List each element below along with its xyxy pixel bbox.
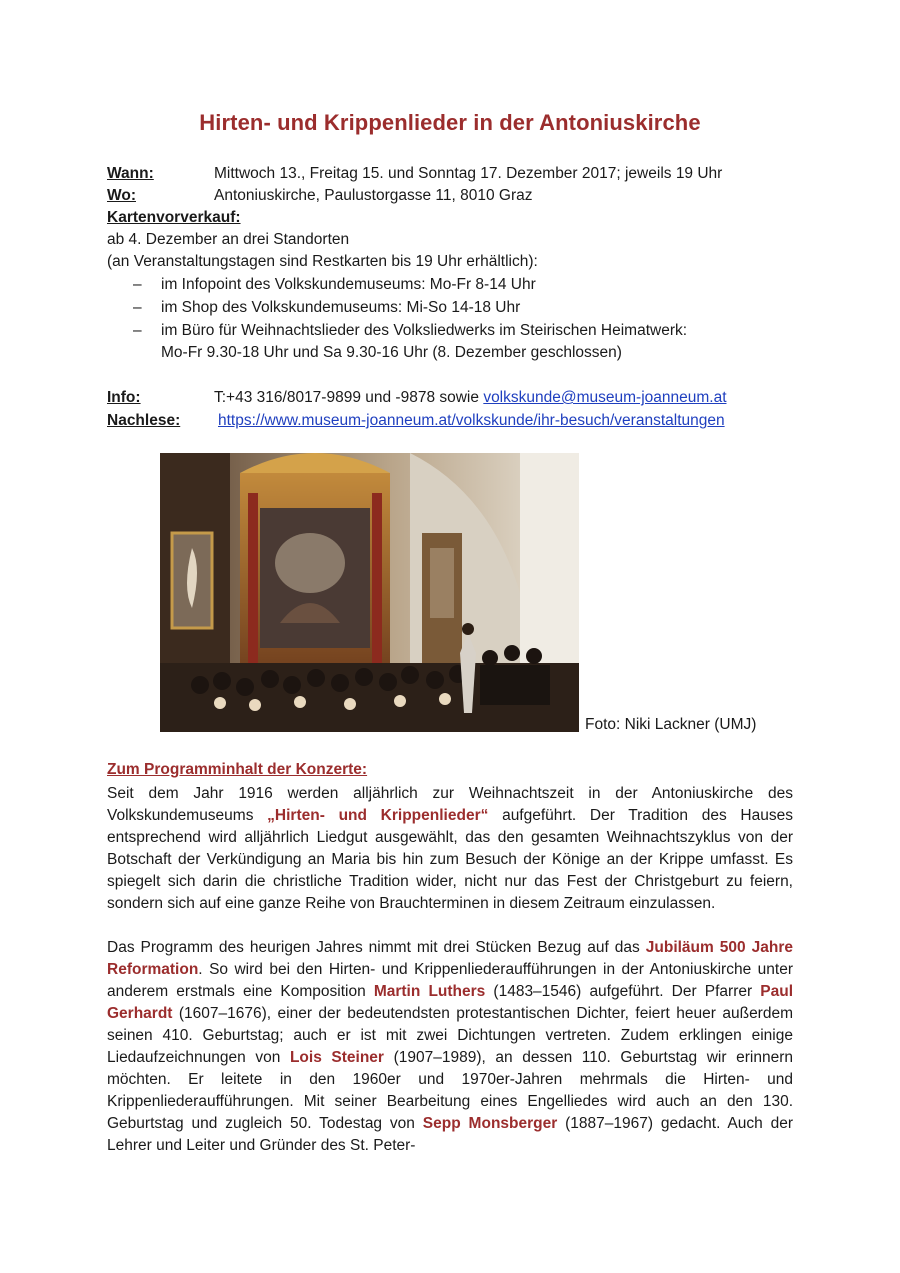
wo-row: [107, 185, 533, 207]
nachlese-row: [107, 410, 725, 432]
karten-line-1: ab 4. Dezember an drei Standorten: [107, 231, 350, 248]
wann-row: [107, 163, 723, 185]
info-value: [214, 387, 727, 409]
church-concert-photo: [160, 453, 579, 732]
para2-text-d: (1607–1676), einer der bedeutendsten protestantischen Dichter, feiert heuer außerdem seinen 410. Geburtstag; auch er ist mit zwei Dichtungen vertreten. Zudem erklingen einige Liedaufzeichnungen von: [107, 1005, 793, 1066]
highlight-jubilaeum: Jubiläum 500 Jahre Reformation: [107, 939, 793, 978]
wann-value: Mittwoch 13., Freitag 15. und Sonntag 17. Dezember 2017; jeweils 19 Uhr: [214, 165, 723, 182]
wo-label: Wo:: [107, 187, 136, 204]
wo-value: Antoniuskirche, Paulustorgasse 11, 8010 Graz: [214, 187, 533, 204]
para2-text-b: . So wird bei den Hirten- und Krippenliederaufführungen in der Antoniuskirche unter anderem erstmals eine Komposition: [107, 961, 793, 1000]
paragraph-2: [107, 937, 793, 1157]
email-link[interactable]: volkskunde@museum-joanneum.at: [483, 389, 727, 406]
bullet-text: Mo-Fr 9.30-18 Uhr und Sa 9.30-16 Uhr (8. Dezember geschlossen): [161, 344, 622, 361]
para2-text-f: (1887–1967) gedacht. Auch der Lehrer und Leiter und Gründer des St. Peter-: [107, 1115, 793, 1154]
photo-credit: Foto: Niki Lackner (UMJ): [585, 716, 757, 733]
bullet-dash: –: [133, 299, 142, 316]
highlight-monsberger: Sepp Monsberger: [422, 1115, 558, 1132]
highlight-title: „Hirten- und Krippenlieder“: [267, 807, 489, 824]
info-row: [107, 387, 727, 409]
info-phone: T:+43 316/8017-9899 und -9878 sowie: [214, 389, 484, 406]
photo-illustration: [160, 453, 579, 732]
para2-text-a: Das Programm des heurigen Jahres nimmt mit drei Stücken Bezug auf das: [107, 939, 646, 956]
page-title: Hirten- und Krippenlieder in der Antoniuskirche: [199, 110, 701, 135]
bullet-text: im Shop des Volkskundemuseums: Mi-So 14-18 Uhr: [161, 299, 521, 316]
bullet-dash: –: [133, 276, 142, 293]
karten-line-2: (an Veranstaltungstagen sind Restkarten bis 19 Uhr erhältlich):: [107, 253, 538, 270]
bullet-dash: –: [133, 322, 142, 339]
para1-text-a: Seit dem Jahr 1916 werden alljährlich zur Weihnachtszeit in der Antoniuskirche des Volkskundemuseums: [107, 785, 793, 824]
bullet-text: im Büro für Weihnachtslieder des Volksliedwerks im Steirischen Heimatwerk:: [161, 322, 688, 339]
highlight-gerhardt: Paul Gerhardt: [107, 983, 793, 1022]
highlight-luther: Martin Luthers: [373, 983, 486, 1000]
bullet-text: im Infopoint des Volkskundemuseums: Mo-Fr 8-14 Uhr: [161, 276, 536, 293]
para2-text-e: (1907–1989), an dessen 110. Geburtstag wir erinnern möchten. Er leitete in den 1960er und 1970er-Jahren mehrmals die Hirten- und Krippenliederaufführungen. Mit seiner Bearbeitung eines Engelliedes wird auch an den 130. Geburtstag und zugleich 50. Todestag von: [107, 1049, 793, 1132]
section-heading: Zum Programminhalt der Konzerte:: [107, 761, 368, 778]
nachlese-link[interactable]: https://www.museum-joanneum.at/volkskunde/ihr-besuch/veranstaltungen: [218, 412, 725, 429]
info-label: Info:: [107, 389, 141, 406]
wann-label: Wann:: [107, 165, 154, 182]
nachlese-label: Nachlese:: [107, 412, 181, 429]
kartenvorverkauf-heading: [107, 207, 241, 229]
paragraph-1: [107, 783, 793, 915]
para1-text-b: aufgeführt. Der Tradition des Hauses entsprechend wird alljährlich Liedgut ausgewählt, das den gesamten Weihnachtszyklus von der Botschaft der Verkündigung an Maria bis hin zum Besuch der Könige an der Krippe umfasst. Es spiegelt sich darin die christliche Tradition wider, nicht nur das Fest der Christgeburt zu feiern, sondern sich auf eine ganze Reihe von Brauchterminen in diesem Zeitraum einzulassen.: [107, 807, 793, 912]
para2-text-c: (1483–1546) aufgeführt. Der Pfarrer: [485, 983, 761, 1000]
highlight-steiner: Lois Steiner: [289, 1049, 384, 1066]
kartenvorverkauf-label: Kartenvorverkauf:: [107, 209, 241, 226]
